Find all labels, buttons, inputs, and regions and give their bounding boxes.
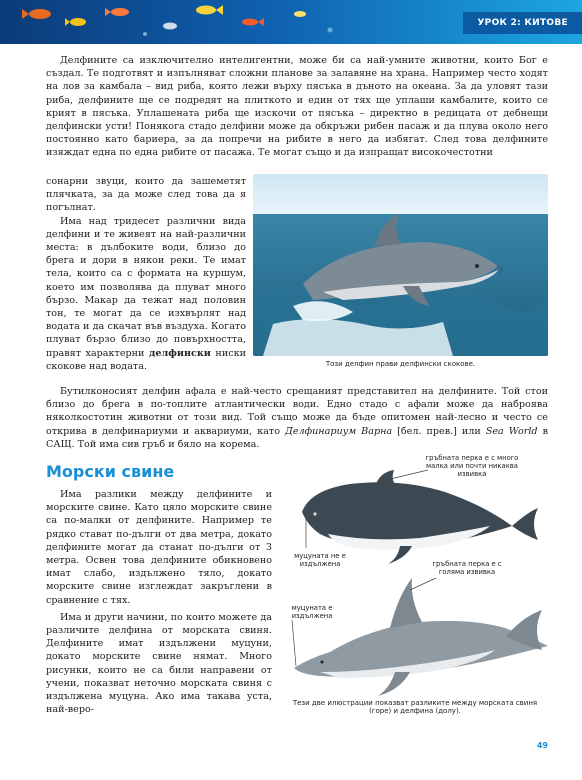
paragraph-species (46, 215, 246, 373)
porpoise-dolphin-diagram (280, 450, 552, 730)
paragraph-intelligence (46, 54, 548, 160)
bottlenose-text-end: в САЩ. Той има сив гръб и бяло на корема. (46, 425, 548, 450)
paragraph-differences: Има разлики между делфините и морските свине. Като цяло морските свине са по-малки от делфините. Например те рядко стават по-дълги от два метра, докато делфините могат да станат по-дълги от 3 метра. Освен това делфините обикновено имат слабо, издължено тяло, докато морските свине изглеждат закръглени в сравнение с тях. (46, 489, 272, 606)
paragraph-snout: Има и други начини, по които можете да различите делфина от морската свиня. Делфините имат издължени муцуни, докато морските свине нямат. Много рисунки, които не са били направени от учени, показват неточно морската свиня с издължена муцуна. Ако има такава уста, най-веро- (46, 611, 272, 716)
page-number: 49 (536, 741, 548, 750)
label-fin-porpoise: гръбната перка е с много малка или почти никаква извивка (425, 454, 519, 479)
section-title: Морски свине (46, 462, 175, 481)
label-fin-dolphin: гръбната перка е с голяма извивка (432, 560, 502, 577)
bottlenose-text-mid: [бел. прев.] или (397, 425, 481, 437)
bottlenose-text: Бутилконосият делфин афала е най-често срещаният представител на делфините. Той стои близо до брега в по-топлите атлантически води. Едно стадо с афали може да наброява няколкостотин животни от този вид. Той също може да бъде опитомен най-лесно и често се открива в делфинариуми и аквариуми, като (46, 386, 548, 437)
species-text-end: ниски скокове над водата. (46, 347, 246, 372)
label-snout-dolphin: муцуната е издължена (291, 604, 333, 621)
paragraph-bottlenose (46, 385, 548, 451)
dolphin-photo (253, 174, 548, 356)
bold-term: делфински (148, 347, 211, 359)
diagram-caption: Тези две илюстрации показват разликите между морската свиня (горе) и делфина (долу). (292, 699, 538, 715)
paragraph-continuation: сонарни звуци, които да зашеметят плячката, за да може след това да я погълнат. (46, 176, 246, 214)
paragraph-text (46, 385, 548, 451)
paragraph-text: Делфините са изключително интелигентни, може би са най-умните животни, които Бог е създал. Те подготвят и изпълняват сложни планове за залавяне на храна. Например често ходят на лов за камбала – вид риба, която лежи върху пясъка в дъното на океана. За да уловят тази риба, делфините ще се подредят на плиткото и един от тях ще уплаши камбалите, които се крият в пясъка. Уплашената риба ще изскочи от пясъка – директно в редицата от дебнещи делфински усти! Понякога стадо делфини може да обкръжи рибен пасаж и да плува около него постоянно като бариера, за да попречи на рибите в него да избягат. След това делфините изяждат една по една рибите от пасажа. Те могат също и да изпращат високочестотни (46, 55, 548, 159)
species-text: Има над тридесет различни вида делфини и те живеят на най-различни места: в дълбоките води, близо до брега и дори в някои реки. Те имат тела, които са с формата на куршум, което им позволява да плуват много бързо. Макар да тежат над половин тон, те могат да се изхвърлят над водата и да скачат във въздуха. Когато плуват бързо близо до повърхността, правят характерни (46, 215, 246, 359)
label-snout-porpoise: муцуната не е издължена (294, 552, 346, 569)
photo-caption: Този делфин прави делфински скокове. (325, 360, 476, 368)
lesson-label: УРОК 2: КИТОВЕ (463, 12, 582, 34)
paragraph-porpoise-column (46, 488, 272, 716)
italic-place-2: Sea World (485, 425, 538, 437)
paragraph-left-column (46, 175, 246, 373)
header-banner (0, 0, 582, 44)
italic-place: Делфинариум Варна (285, 425, 393, 437)
